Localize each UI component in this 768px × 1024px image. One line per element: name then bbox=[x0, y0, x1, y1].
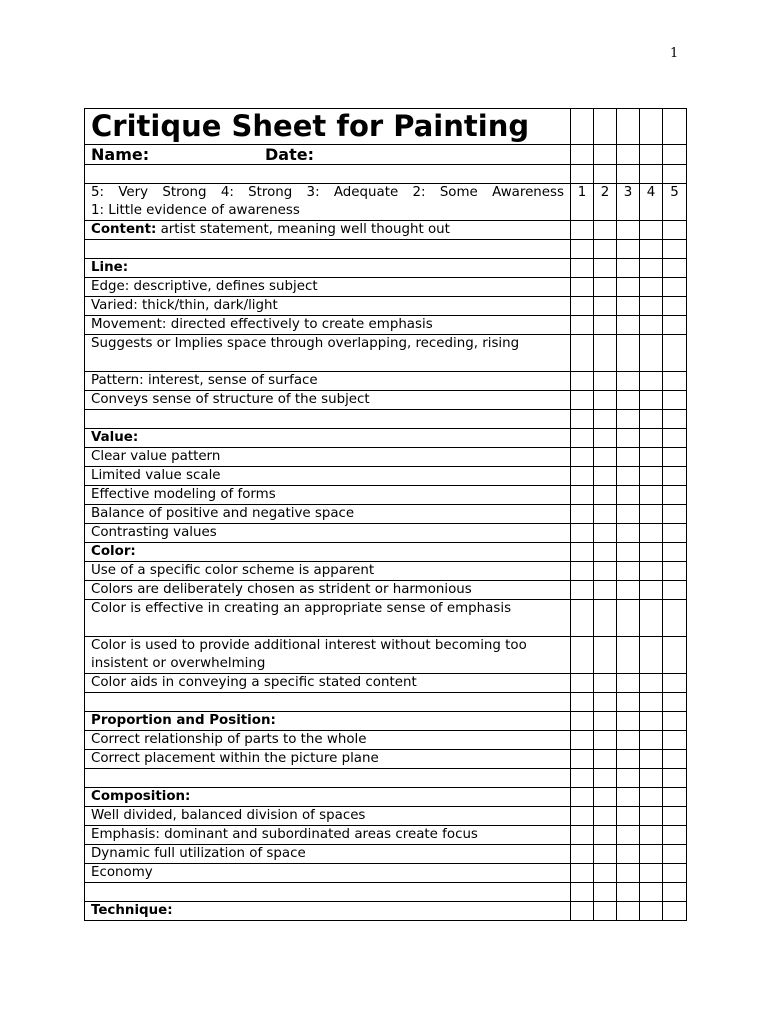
score-cell[interactable] bbox=[640, 845, 663, 864]
category-heading: Composition: bbox=[85, 788, 571, 807]
score-cell[interactable] bbox=[617, 448, 640, 467]
score-cell[interactable] bbox=[640, 165, 663, 184]
score-cell[interactable] bbox=[617, 429, 640, 448]
score-cell[interactable] bbox=[594, 524, 617, 543]
criterion-row bbox=[85, 807, 687, 826]
sheet-title: Critique Sheet for Painting bbox=[85, 109, 571, 145]
scale-legend-word: Strong bbox=[162, 185, 207, 200]
score-cell[interactable] bbox=[617, 372, 640, 391]
scale-legend-line1 bbox=[91, 184, 564, 202]
category-heading: Color: bbox=[85, 543, 571, 562]
score-cell[interactable] bbox=[571, 712, 594, 731]
score-cell[interactable] bbox=[617, 221, 640, 240]
score-cell[interactable] bbox=[617, 505, 640, 524]
score-cell[interactable] bbox=[617, 335, 640, 372]
scale-header-1: 1 bbox=[571, 184, 594, 221]
score-cell[interactable] bbox=[617, 902, 640, 921]
score-cell[interactable] bbox=[640, 391, 663, 410]
scale-legend bbox=[85, 184, 571, 221]
criterion-label: Effective modeling of forms bbox=[85, 486, 571, 505]
score-cell[interactable] bbox=[617, 750, 640, 769]
score-cell[interactable] bbox=[663, 581, 687, 600]
score-cell[interactable] bbox=[594, 902, 617, 921]
criterion-label: Pattern: interest, sense of surface bbox=[85, 372, 571, 391]
score-cell[interactable] bbox=[663, 109, 687, 145]
scale-row bbox=[85, 184, 687, 221]
score-cell[interactable] bbox=[640, 259, 663, 278]
score-cell[interactable] bbox=[640, 788, 663, 807]
score-cell[interactable] bbox=[594, 316, 617, 335]
criterion-row bbox=[85, 674, 687, 693]
score-cell[interactable] bbox=[571, 372, 594, 391]
score-cell[interactable] bbox=[594, 864, 617, 883]
score-cell[interactable] bbox=[571, 902, 594, 921]
criterion-label: Suggests or Implies space through overlapping, receding, rising bbox=[85, 335, 571, 372]
score-cell[interactable] bbox=[571, 316, 594, 335]
blank-cell[interactable] bbox=[85, 693, 571, 712]
score-cell[interactable] bbox=[640, 429, 663, 448]
criterion-label: Balance of positive and negative space bbox=[85, 505, 571, 524]
score-cell[interactable] bbox=[617, 674, 640, 693]
category-heading: Line: bbox=[85, 259, 571, 278]
score-cell[interactable] bbox=[594, 581, 617, 600]
score-cell[interactable] bbox=[663, 240, 687, 259]
criterion-label: Varied: thick/thin, dark/light bbox=[85, 297, 571, 316]
score-cell[interactable] bbox=[571, 165, 594, 184]
score-cell[interactable] bbox=[617, 391, 640, 410]
category-row bbox=[85, 712, 687, 731]
blank-cell[interactable] bbox=[85, 410, 571, 429]
score-cell[interactable] bbox=[640, 712, 663, 731]
score-cell[interactable] bbox=[594, 712, 617, 731]
criterion-label: Contrasting values bbox=[85, 524, 571, 543]
score-cell[interactable] bbox=[663, 788, 687, 807]
score-cell[interactable] bbox=[617, 109, 640, 145]
score-cell[interactable] bbox=[617, 637, 640, 674]
score-cell[interactable] bbox=[663, 486, 687, 505]
score-cell[interactable] bbox=[571, 467, 594, 486]
score-cell[interactable] bbox=[594, 109, 617, 145]
score-cell[interactable] bbox=[594, 372, 617, 391]
scale-legend-word: Strong bbox=[248, 185, 293, 200]
score-cell[interactable] bbox=[594, 410, 617, 429]
score-cell[interactable] bbox=[663, 145, 687, 165]
name-date-cell[interactable] bbox=[85, 145, 571, 165]
score-cell[interactable] bbox=[571, 524, 594, 543]
title-row bbox=[85, 109, 687, 145]
blank-cell[interactable] bbox=[85, 769, 571, 788]
score-cell[interactable] bbox=[594, 845, 617, 864]
score-cell[interactable] bbox=[594, 145, 617, 165]
score-cell[interactable] bbox=[571, 769, 594, 788]
score-cell[interactable] bbox=[640, 883, 663, 902]
score-cell[interactable] bbox=[571, 145, 594, 165]
criterion-label: Emphasis: dominant and subordinated areas create focus bbox=[85, 826, 571, 845]
score-cell[interactable] bbox=[571, 410, 594, 429]
criterion-label: Edge: descriptive, defines subject bbox=[85, 278, 571, 297]
score-cell[interactable] bbox=[571, 221, 594, 240]
score-cell[interactable] bbox=[617, 826, 640, 845]
score-cell[interactable] bbox=[571, 637, 594, 674]
score-cell[interactable] bbox=[663, 429, 687, 448]
blank-row bbox=[85, 693, 687, 712]
category-row bbox=[85, 902, 687, 921]
score-cell[interactable] bbox=[640, 278, 663, 297]
score-cell[interactable] bbox=[663, 845, 687, 864]
score-cell[interactable] bbox=[663, 807, 687, 826]
scale-legend-line2: 1: Little evidence of awareness bbox=[91, 203, 300, 218]
score-cell[interactable] bbox=[594, 826, 617, 845]
score-cell[interactable] bbox=[594, 391, 617, 410]
content-heading: Content: bbox=[91, 222, 157, 237]
score-cell[interactable] bbox=[594, 637, 617, 674]
category-row bbox=[85, 543, 687, 562]
score-cell[interactable] bbox=[617, 712, 640, 731]
scale-legend-word: Very bbox=[118, 185, 149, 200]
score-cell[interactable] bbox=[663, 372, 687, 391]
category-row bbox=[85, 259, 687, 278]
score-cell[interactable] bbox=[663, 524, 687, 543]
scale-legend-word: 3: bbox=[306, 185, 320, 200]
score-cell[interactable] bbox=[663, 543, 687, 562]
score-cell[interactable] bbox=[663, 769, 687, 788]
score-cell[interactable] bbox=[663, 883, 687, 902]
score-cell[interactable] bbox=[594, 807, 617, 826]
category-row bbox=[85, 429, 687, 448]
score-cell[interactable] bbox=[617, 259, 640, 278]
critique-table bbox=[84, 108, 687, 921]
criterion-label: Economy bbox=[85, 864, 571, 883]
score-cell[interactable] bbox=[571, 486, 594, 505]
criterion-row bbox=[85, 562, 687, 581]
criterion-row bbox=[85, 467, 687, 486]
score-cell[interactable] bbox=[617, 297, 640, 316]
criterion-row bbox=[85, 581, 687, 600]
score-cell[interactable] bbox=[640, 524, 663, 543]
score-cell[interactable] bbox=[571, 278, 594, 297]
criterion-label: Color aids in conveying a specific stated content bbox=[85, 674, 571, 693]
score-cell[interactable] bbox=[663, 410, 687, 429]
criterion-label: Movement: directed effectively to create emphasis bbox=[85, 316, 571, 335]
criterion-row bbox=[85, 486, 687, 505]
score-cell[interactable] bbox=[640, 505, 663, 524]
score-cell[interactable] bbox=[640, 297, 663, 316]
score-cell[interactable] bbox=[663, 391, 687, 410]
criterion-row bbox=[85, 750, 687, 769]
scale-legend-word: Adequate bbox=[333, 185, 399, 200]
score-cell[interactable] bbox=[571, 562, 594, 581]
score-cell[interactable] bbox=[594, 259, 617, 278]
score-cell[interactable] bbox=[594, 448, 617, 467]
scale-legend-word: Some bbox=[439, 185, 478, 200]
criterion-label: Use of a specific color scheme is apparent bbox=[85, 562, 571, 581]
score-cell[interactable] bbox=[617, 524, 640, 543]
score-cell[interactable] bbox=[594, 693, 617, 712]
score-cell[interactable] bbox=[663, 750, 687, 769]
score-cell[interactable] bbox=[640, 240, 663, 259]
score-cell[interactable] bbox=[640, 335, 663, 372]
score-cell[interactable] bbox=[571, 600, 594, 637]
score-cell[interactable] bbox=[571, 448, 594, 467]
score-cell[interactable] bbox=[571, 259, 594, 278]
criterion-row bbox=[85, 864, 687, 883]
score-cell[interactable] bbox=[640, 693, 663, 712]
score-cell[interactable] bbox=[663, 864, 687, 883]
score-cell[interactable] bbox=[663, 712, 687, 731]
score-cell[interactable] bbox=[571, 109, 594, 145]
score-cell[interactable] bbox=[594, 429, 617, 448]
criterion-label: Correct relationship of parts to the whole bbox=[85, 731, 571, 750]
blank-row bbox=[85, 410, 687, 429]
score-cell[interactable] bbox=[640, 750, 663, 769]
criterion-label: Colors are deliberately chosen as strident or harmonious bbox=[85, 581, 571, 600]
score-cell[interactable] bbox=[617, 486, 640, 505]
scale-header-3: 3 bbox=[617, 184, 640, 221]
blank-row bbox=[85, 165, 687, 184]
category-heading: Proportion and Position: bbox=[85, 712, 571, 731]
page-number: 1 bbox=[670, 46, 679, 61]
criterion-row bbox=[85, 637, 687, 674]
criterion-label: Dynamic full utilization of space bbox=[85, 845, 571, 864]
score-cell[interactable] bbox=[640, 902, 663, 921]
score-cell[interactable] bbox=[594, 165, 617, 184]
scale-legend-word: 2: bbox=[412, 185, 426, 200]
score-cell[interactable] bbox=[617, 165, 640, 184]
score-cell[interactable] bbox=[663, 316, 687, 335]
content-text: artist statement, meaning well thought out bbox=[156, 222, 450, 237]
criterion-row bbox=[85, 316, 687, 335]
score-cell[interactable] bbox=[571, 845, 594, 864]
criterion-row bbox=[85, 731, 687, 750]
score-cell[interactable] bbox=[640, 769, 663, 788]
score-cell[interactable] bbox=[663, 505, 687, 524]
score-cell[interactable] bbox=[594, 278, 617, 297]
score-cell[interactable] bbox=[594, 543, 617, 562]
score-cell[interactable] bbox=[617, 864, 640, 883]
score-cell[interactable] bbox=[663, 731, 687, 750]
score-cell[interactable] bbox=[617, 769, 640, 788]
score-cell[interactable] bbox=[571, 505, 594, 524]
criterion-row bbox=[85, 335, 687, 372]
blank-row bbox=[85, 769, 687, 788]
name-date-row bbox=[85, 145, 687, 165]
score-cell[interactable] bbox=[640, 807, 663, 826]
score-cell[interactable] bbox=[663, 297, 687, 316]
criterion-row bbox=[85, 297, 687, 316]
criterion-label: Correct placement within the picture plane bbox=[85, 750, 571, 769]
score-cell[interactable] bbox=[640, 109, 663, 145]
score-cell[interactable] bbox=[571, 788, 594, 807]
score-cell[interactable] bbox=[640, 731, 663, 750]
score-cell[interactable] bbox=[617, 278, 640, 297]
content-label bbox=[85, 221, 571, 240]
score-cell[interactable] bbox=[594, 788, 617, 807]
score-cell[interactable] bbox=[571, 543, 594, 562]
score-cell[interactable] bbox=[663, 562, 687, 581]
score-cell[interactable] bbox=[640, 448, 663, 467]
score-cell[interactable] bbox=[594, 505, 617, 524]
category-heading: Value: bbox=[85, 429, 571, 448]
score-cell[interactable] bbox=[640, 562, 663, 581]
score-cell[interactable] bbox=[617, 316, 640, 335]
score-cell[interactable] bbox=[571, 240, 594, 259]
score-cell[interactable] bbox=[640, 316, 663, 335]
score-cell[interactable] bbox=[594, 335, 617, 372]
score-cell[interactable] bbox=[571, 693, 594, 712]
category-row bbox=[85, 788, 687, 807]
score-cell[interactable] bbox=[663, 693, 687, 712]
content-row bbox=[85, 221, 687, 240]
score-cell[interactable] bbox=[617, 788, 640, 807]
blank-row bbox=[85, 883, 687, 902]
score-cell[interactable] bbox=[571, 883, 594, 902]
score-cell[interactable] bbox=[571, 581, 594, 600]
score-cell[interactable] bbox=[663, 600, 687, 637]
blank-cell[interactable] bbox=[85, 883, 571, 902]
score-cell[interactable] bbox=[571, 335, 594, 372]
score-cell[interactable] bbox=[663, 165, 687, 184]
score-cell[interactable] bbox=[571, 750, 594, 769]
score-cell[interactable] bbox=[640, 221, 663, 240]
score-cell[interactable] bbox=[617, 845, 640, 864]
criterion-label: Clear value pattern bbox=[85, 448, 571, 467]
score-cell[interactable] bbox=[617, 600, 640, 637]
criterion-row bbox=[85, 600, 687, 637]
score-cell[interactable] bbox=[594, 221, 617, 240]
score-cell[interactable] bbox=[594, 486, 617, 505]
criterion-row bbox=[85, 845, 687, 864]
score-cell[interactable] bbox=[594, 600, 617, 637]
scale-header-5: 5 bbox=[663, 184, 687, 221]
score-cell[interactable] bbox=[617, 581, 640, 600]
score-cell[interactable] bbox=[663, 278, 687, 297]
score-cell[interactable] bbox=[571, 674, 594, 693]
blank-cell[interactable] bbox=[85, 165, 571, 184]
score-cell[interactable] bbox=[640, 145, 663, 165]
score-cell[interactable] bbox=[594, 750, 617, 769]
score-cell[interactable] bbox=[594, 731, 617, 750]
criterion-label: Color is effective in creating an appropriate sense of emphasis bbox=[85, 600, 571, 637]
score-cell[interactable] bbox=[663, 448, 687, 467]
category-heading: Technique: bbox=[85, 902, 571, 921]
score-cell[interactable] bbox=[663, 902, 687, 921]
criterion-row bbox=[85, 278, 687, 297]
score-cell[interactable] bbox=[617, 807, 640, 826]
score-cell[interactable] bbox=[594, 769, 617, 788]
score-cell[interactable] bbox=[571, 826, 594, 845]
criterion-label: Well divided, balanced division of spaces bbox=[85, 807, 571, 826]
score-cell[interactable] bbox=[640, 581, 663, 600]
scale-legend-word: Awareness bbox=[492, 185, 564, 200]
scale-header-4: 4 bbox=[640, 184, 663, 221]
score-cell[interactable] bbox=[640, 674, 663, 693]
score-cell[interactable] bbox=[663, 467, 687, 486]
score-cell[interactable] bbox=[617, 240, 640, 259]
score-cell[interactable] bbox=[594, 674, 617, 693]
criterion-row bbox=[85, 448, 687, 467]
score-cell[interactable] bbox=[640, 864, 663, 883]
score-cell[interactable] bbox=[663, 637, 687, 674]
criterion-row bbox=[85, 372, 687, 391]
score-cell[interactable] bbox=[571, 391, 594, 410]
scale-legend-word: 4: bbox=[220, 185, 234, 200]
score-cell[interactable] bbox=[640, 410, 663, 429]
criterion-label: Color is used to provide additional interest without becoming too insistent or overwhelming bbox=[85, 637, 571, 674]
criterion-row bbox=[85, 826, 687, 845]
score-cell[interactable] bbox=[594, 297, 617, 316]
score-cell[interactable] bbox=[617, 543, 640, 562]
score-cell[interactable] bbox=[594, 240, 617, 259]
score-cell[interactable] bbox=[594, 883, 617, 902]
score-cell[interactable] bbox=[640, 543, 663, 562]
score-cell[interactable] bbox=[617, 467, 640, 486]
criterion-row bbox=[85, 391, 687, 410]
score-cell[interactable] bbox=[594, 562, 617, 581]
score-cell[interactable] bbox=[594, 467, 617, 486]
score-cell[interactable] bbox=[640, 826, 663, 845]
scale-header-2: 2 bbox=[594, 184, 617, 221]
score-cell[interactable] bbox=[571, 297, 594, 316]
score-cell[interactable] bbox=[663, 335, 687, 372]
score-cell[interactable] bbox=[640, 486, 663, 505]
score-cell[interactable] bbox=[663, 259, 687, 278]
score-cell[interactable] bbox=[571, 731, 594, 750]
score-cell[interactable] bbox=[617, 410, 640, 429]
score-cell[interactable] bbox=[571, 429, 594, 448]
scale-legend-word: 5: bbox=[91, 185, 105, 200]
score-cell[interactable] bbox=[617, 145, 640, 165]
score-cell[interactable] bbox=[640, 372, 663, 391]
criterion-label: Conveys sense of structure of the subject bbox=[85, 391, 571, 410]
score-cell[interactable] bbox=[571, 807, 594, 826]
score-cell[interactable] bbox=[617, 693, 640, 712]
score-cell[interactable] bbox=[571, 864, 594, 883]
criterion-row bbox=[85, 524, 687, 543]
blank-row bbox=[85, 240, 687, 259]
score-cell[interactable] bbox=[640, 600, 663, 637]
criterion-row bbox=[85, 505, 687, 524]
score-cell[interactable] bbox=[617, 883, 640, 902]
score-cell[interactable] bbox=[663, 221, 687, 240]
date-label: Date: bbox=[265, 145, 314, 164]
score-cell[interactable] bbox=[663, 674, 687, 693]
score-cell[interactable] bbox=[617, 731, 640, 750]
blank-cell[interactable] bbox=[85, 240, 571, 259]
score-cell[interactable] bbox=[640, 467, 663, 486]
score-cell[interactable] bbox=[663, 826, 687, 845]
score-cell[interactable] bbox=[617, 562, 640, 581]
criterion-label: Limited value scale bbox=[85, 467, 571, 486]
score-cell[interactable] bbox=[640, 637, 663, 674]
name-label: Name: bbox=[91, 145, 150, 164]
